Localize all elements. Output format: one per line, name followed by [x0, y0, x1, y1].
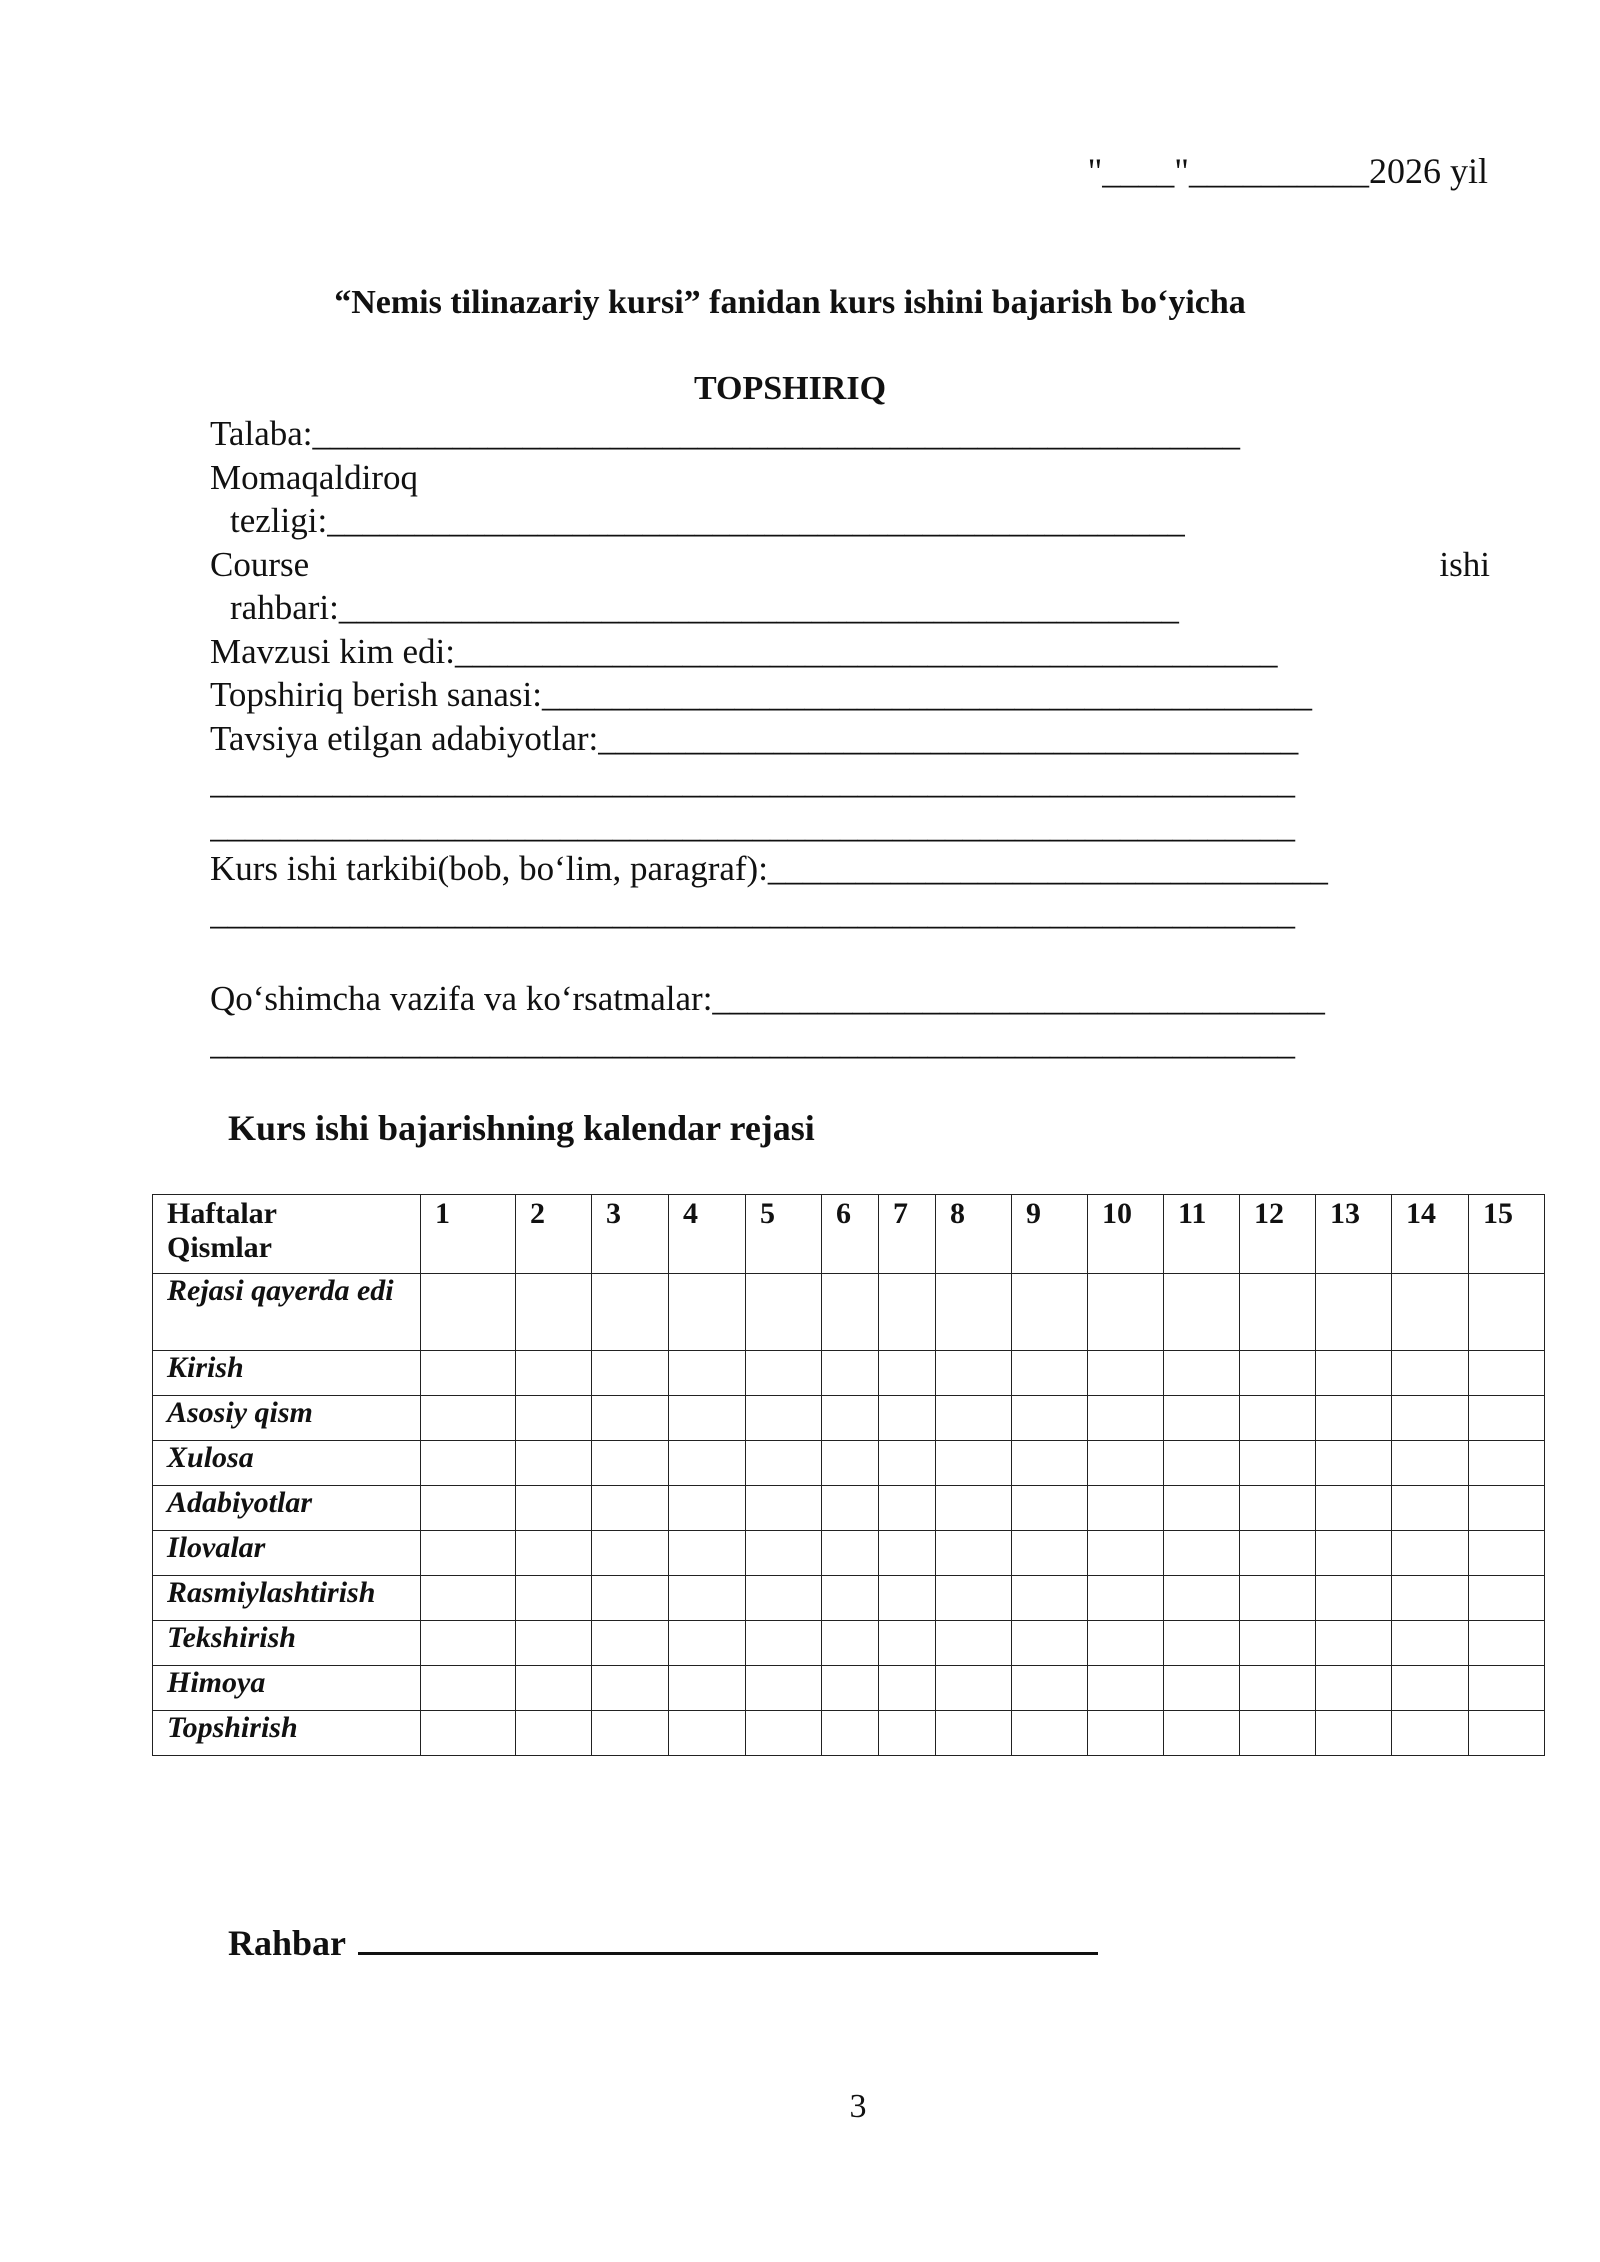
section-label	[153, 1396, 421, 1441]
schedule-cell	[1316, 1711, 1392, 1756]
rahbar-label: Rahbar	[228, 1923, 347, 1963]
schedule-cell	[1240, 1621, 1316, 1666]
schedule-cell	[1469, 1531, 1545, 1576]
section-label-text: Xulosa	[167, 1441, 254, 1474]
schedule-cell	[421, 1621, 516, 1666]
schedule-cell	[879, 1531, 936, 1576]
schedule-cell	[822, 1621, 879, 1666]
schedule-cell	[1392, 1351, 1469, 1396]
schedule-cell	[1240, 1531, 1316, 1576]
schedule-cell	[1469, 1621, 1545, 1666]
schedule-cell	[669, 1711, 746, 1756]
schedule-cell	[421, 1666, 516, 1711]
schedule-cell	[822, 1441, 879, 1486]
schedule-cell	[1392, 1621, 1469, 1666]
schedule-cell	[1316, 1396, 1392, 1441]
schedule-cell	[516, 1441, 592, 1486]
section-label-text: Himoya	[167, 1666, 266, 1699]
section-label	[153, 1666, 421, 1711]
field-rahbari: rahbari:________________________________________________	[230, 588, 1179, 627]
plan-title: Kurs ishi bajarishning kalendar rejasi	[228, 1108, 815, 1148]
schedule-cell	[516, 1666, 592, 1711]
schedule-cell	[746, 1274, 822, 1351]
schedule-cell	[592, 1486, 669, 1531]
schedule-cell	[822, 1274, 879, 1351]
schedule-cell	[1392, 1531, 1469, 1576]
schedule-cell	[879, 1576, 936, 1621]
schedule-cell	[1469, 1441, 1545, 1486]
blank-line: ______________________________________________________________	[210, 805, 1295, 845]
field-course: Course	[210, 544, 310, 584]
schedule-cell	[1392, 1274, 1469, 1351]
schedule-cell	[1164, 1486, 1240, 1531]
week-number: 8	[936, 1195, 1012, 1274]
schedule-cell	[1469, 1274, 1545, 1351]
schedule-cell	[879, 1621, 936, 1666]
schedule-cell	[1088, 1576, 1164, 1621]
schedule-cell	[822, 1486, 879, 1531]
table-row	[153, 1621, 1545, 1666]
schedule-cell	[592, 1621, 669, 1666]
schedule-cell	[592, 1666, 669, 1711]
schedule-cell	[1012, 1666, 1088, 1711]
week-number: 2	[516, 1195, 592, 1274]
schedule-cell	[592, 1576, 669, 1621]
schedule-cell	[746, 1351, 822, 1396]
field-momaqaldiroq: Momaqaldiroq	[210, 457, 419, 497]
schedule-cell	[1240, 1274, 1316, 1351]
section-label-text: Kirish	[167, 1351, 244, 1384]
schedule-cell	[421, 1351, 516, 1396]
schedule-cell	[1012, 1441, 1088, 1486]
schedule-cell	[822, 1396, 879, 1441]
schedule-cell	[879, 1441, 936, 1486]
schedule-cell	[592, 1531, 669, 1576]
field-topshiriq-sana: Topshiriq berish sanasi:____________________________________________	[210, 675, 1312, 714]
schedule-cell	[1088, 1441, 1164, 1486]
week-number: 1	[421, 1195, 516, 1274]
schedule-cell	[1392, 1666, 1469, 1711]
schedule-cell	[669, 1666, 746, 1711]
schedule-cell	[1012, 1576, 1088, 1621]
week-number: 13	[1316, 1195, 1392, 1274]
page-number: 3	[849, 2088, 867, 2125]
schedule-cell	[936, 1621, 1012, 1666]
schedule-cell	[822, 1531, 879, 1576]
schedule-cell	[746, 1441, 822, 1486]
schedule-cell	[936, 1666, 1012, 1711]
schedule-cell	[1240, 1441, 1316, 1486]
schedule-cell	[879, 1274, 936, 1351]
schedule-cell	[1012, 1711, 1088, 1756]
schedule-cell	[746, 1531, 822, 1576]
schedule-cell	[936, 1274, 1012, 1351]
schedule-cell	[879, 1666, 936, 1711]
section-label-text: Adabiyotlar	[167, 1486, 313, 1519]
schedule-cell	[822, 1666, 879, 1711]
schedule-cell	[1240, 1711, 1316, 1756]
schedule-cell	[1012, 1351, 1088, 1396]
schedule-cell	[1164, 1396, 1240, 1441]
schedule-cell	[746, 1621, 822, 1666]
schedule-cell	[1088, 1531, 1164, 1576]
header-weeks-label: Haftalar	[167, 1197, 277, 1230]
week-number: 7	[879, 1195, 936, 1274]
schedule-cell	[421, 1274, 516, 1351]
schedule-cell	[936, 1531, 1012, 1576]
blank-line: ______________________________________________________________	[210, 892, 1295, 932]
schedule-cell	[936, 1441, 1012, 1486]
schedule-cell	[669, 1576, 746, 1621]
schedule-cell	[1088, 1274, 1164, 1351]
week-number: 12	[1240, 1195, 1316, 1274]
schedule-cell	[1012, 1531, 1088, 1576]
document-subtitle: TOPSHIRIQ	[693, 370, 887, 407]
schedule-cell	[421, 1486, 516, 1531]
schedule-cell	[1088, 1486, 1164, 1531]
schedule-cell	[592, 1711, 669, 1756]
schedule-cell	[936, 1486, 1012, 1531]
schedule-cell	[1316, 1441, 1392, 1486]
schedule-cell	[1316, 1576, 1392, 1621]
schedule-cell	[1392, 1711, 1469, 1756]
schedule-cell	[1012, 1396, 1088, 1441]
field-tezligi: tezligi:_________________________________________________	[230, 501, 1185, 540]
schedule-cell	[1240, 1396, 1316, 1441]
assignment-fields	[210, 412, 1490, 1064]
section-label-text: Rejasi qayerda edi	[167, 1274, 394, 1307]
schedule-cell	[516, 1274, 592, 1351]
schedule-cell	[516, 1396, 592, 1441]
schedule-cell	[592, 1351, 669, 1396]
schedule-cell	[1469, 1711, 1545, 1756]
section-label-text: Tekshirish	[167, 1621, 296, 1654]
week-number: 5	[746, 1195, 822, 1274]
section-label-text: Ilovalar	[167, 1531, 266, 1564]
schedule-cell	[516, 1621, 592, 1666]
schedule-cell	[1164, 1274, 1240, 1351]
table-row	[153, 1576, 1545, 1621]
schedule-cell	[1469, 1396, 1545, 1441]
table-row	[153, 1666, 1545, 1711]
schedule-cell	[1240, 1576, 1316, 1621]
schedule-cell	[746, 1666, 822, 1711]
schedule-cell	[669, 1441, 746, 1486]
schedule-cell	[936, 1396, 1012, 1441]
schedule-cell	[669, 1531, 746, 1576]
schedule-cell	[1469, 1666, 1545, 1711]
schedule-cell	[592, 1274, 669, 1351]
section-label	[153, 1441, 421, 1486]
schedule-cell	[936, 1711, 1012, 1756]
calendar-plan-table	[152, 1194, 1545, 1756]
schedule-cell	[421, 1531, 516, 1576]
table-row	[153, 1531, 1545, 1576]
schedule-cell	[669, 1486, 746, 1531]
schedule-cell	[1164, 1621, 1240, 1666]
field-qoshimcha: Qo‘shimcha vazifa va ko‘rsatmalar:___________________________________	[210, 979, 1325, 1018]
schedule-cell	[1088, 1396, 1164, 1441]
schedule-cell	[669, 1621, 746, 1666]
schedule-cell	[1316, 1274, 1392, 1351]
schedule-cell	[822, 1351, 879, 1396]
schedule-cell	[516, 1351, 592, 1396]
schedule-cell	[1316, 1666, 1392, 1711]
schedule-cell	[936, 1576, 1012, 1621]
schedule-cell	[516, 1531, 592, 1576]
schedule-cell	[746, 1711, 822, 1756]
week-number: 9	[1012, 1195, 1088, 1274]
schedule-cell	[669, 1274, 746, 1351]
week-number: 4	[669, 1195, 746, 1274]
schedule-cell	[421, 1441, 516, 1486]
schedule-cell	[1469, 1351, 1545, 1396]
week-number: 10	[1088, 1195, 1164, 1274]
week-number: 14	[1392, 1195, 1469, 1274]
table-row	[153, 1486, 1545, 1531]
schedule-cell	[746, 1486, 822, 1531]
table-row	[153, 1274, 1545, 1351]
schedule-cell	[1164, 1666, 1240, 1711]
schedule-cell	[1469, 1576, 1545, 1621]
week-number: 6	[822, 1195, 879, 1274]
rahbar-signature	[228, 1922, 1098, 1964]
header-parts-label: Qismlar	[167, 1231, 272, 1264]
field-course-row	[210, 543, 1490, 587]
schedule-cell	[746, 1396, 822, 1441]
section-label	[153, 1351, 421, 1396]
schedule-cell	[516, 1486, 592, 1531]
schedule-cell	[1316, 1531, 1392, 1576]
section-label	[153, 1274, 421, 1351]
schedule-cell	[516, 1576, 592, 1621]
schedule-cell	[1240, 1486, 1316, 1531]
schedule-cell	[1240, 1351, 1316, 1396]
schedule-cell	[1088, 1351, 1164, 1396]
schedule-cell	[1164, 1441, 1240, 1486]
field-tarkibi: Kurs ishi tarkibi(bob, bo‘lim, paragraf):________________________________	[210, 849, 1328, 888]
schedule-cell	[936, 1351, 1012, 1396]
schedule-cell	[1316, 1486, 1392, 1531]
schedule-cell	[1164, 1711, 1240, 1756]
schedule-cell	[1469, 1486, 1545, 1531]
schedule-cell	[421, 1576, 516, 1621]
section-label	[153, 1486, 421, 1531]
spacer	[210, 934, 1490, 977]
field-mavzusi: Mavzusi kim edi:_______________________________________________	[210, 631, 1278, 671]
schedule-cell	[1012, 1274, 1088, 1351]
schedule-cell	[1164, 1576, 1240, 1621]
section-label	[153, 1576, 421, 1621]
section-label-text: Rasmiylashtirish	[167, 1576, 376, 1609]
schedule-cell	[822, 1576, 879, 1621]
schedule-cell	[1012, 1486, 1088, 1531]
schedule-cell	[1316, 1351, 1392, 1396]
date-line: "____"__________2026 yil	[1087, 151, 1488, 191]
schedule-cell	[1392, 1486, 1469, 1531]
week-number: 3	[592, 1195, 669, 1274]
schedule-cell	[746, 1576, 822, 1621]
table-row	[153, 1711, 1545, 1756]
field-ishi: ishi	[1439, 544, 1490, 584]
schedule-cell	[421, 1396, 516, 1441]
field-tavsiya: Tavsiya etilgan adabiyotlar:________________________________________	[210, 718, 1299, 758]
table-row	[153, 1441, 1545, 1486]
schedule-cell	[879, 1396, 936, 1441]
schedule-cell	[879, 1486, 936, 1531]
schedule-cell	[1316, 1621, 1392, 1666]
schedule-cell	[1088, 1666, 1164, 1711]
schedule-cell	[1392, 1576, 1469, 1621]
schedule-cell	[592, 1396, 669, 1441]
week-number: 15	[1469, 1195, 1545, 1274]
section-label-text: Asosiy qism	[167, 1396, 313, 1429]
header-weeks-parts	[153, 1195, 421, 1274]
table-row	[153, 1351, 1545, 1396]
schedule-cell	[1240, 1666, 1316, 1711]
blank-line: ______________________________________________________________	[210, 1022, 1295, 1062]
schedule-cell	[1088, 1621, 1164, 1666]
week-number: 11	[1164, 1195, 1240, 1274]
schedule-cell	[516, 1711, 592, 1756]
section-label	[153, 1531, 421, 1576]
table-row	[153, 1396, 1545, 1441]
schedule-cell	[592, 1441, 669, 1486]
signature-line	[358, 1922, 1098, 1955]
field-talaba: Talaba:_____________________________________________________	[210, 414, 1240, 453]
schedule-cell	[1012, 1621, 1088, 1666]
schedule-cell	[1088, 1711, 1164, 1756]
schedule-cell	[1392, 1396, 1469, 1441]
blank-line: ______________________________________________________________	[210, 762, 1295, 801]
schedule-cell	[669, 1351, 746, 1396]
section-label	[153, 1711, 421, 1756]
schedule-cell	[1164, 1531, 1240, 1576]
schedule-cell	[1392, 1441, 1469, 1486]
schedule-cell	[421, 1711, 516, 1756]
section-label	[153, 1621, 421, 1666]
document-title: “Nemis tilinazariy kursi” fanidan kurs ishini bajarish bo‘yicha	[334, 284, 1246, 321]
schedule-cell	[822, 1711, 879, 1756]
schedule-cell	[879, 1711, 936, 1756]
schedule-cell	[1164, 1351, 1240, 1396]
table-header-row	[153, 1195, 1545, 1274]
section-label-text: Topshirish	[167, 1711, 298, 1744]
schedule-cell	[879, 1351, 936, 1396]
schedule-cell	[669, 1396, 746, 1441]
